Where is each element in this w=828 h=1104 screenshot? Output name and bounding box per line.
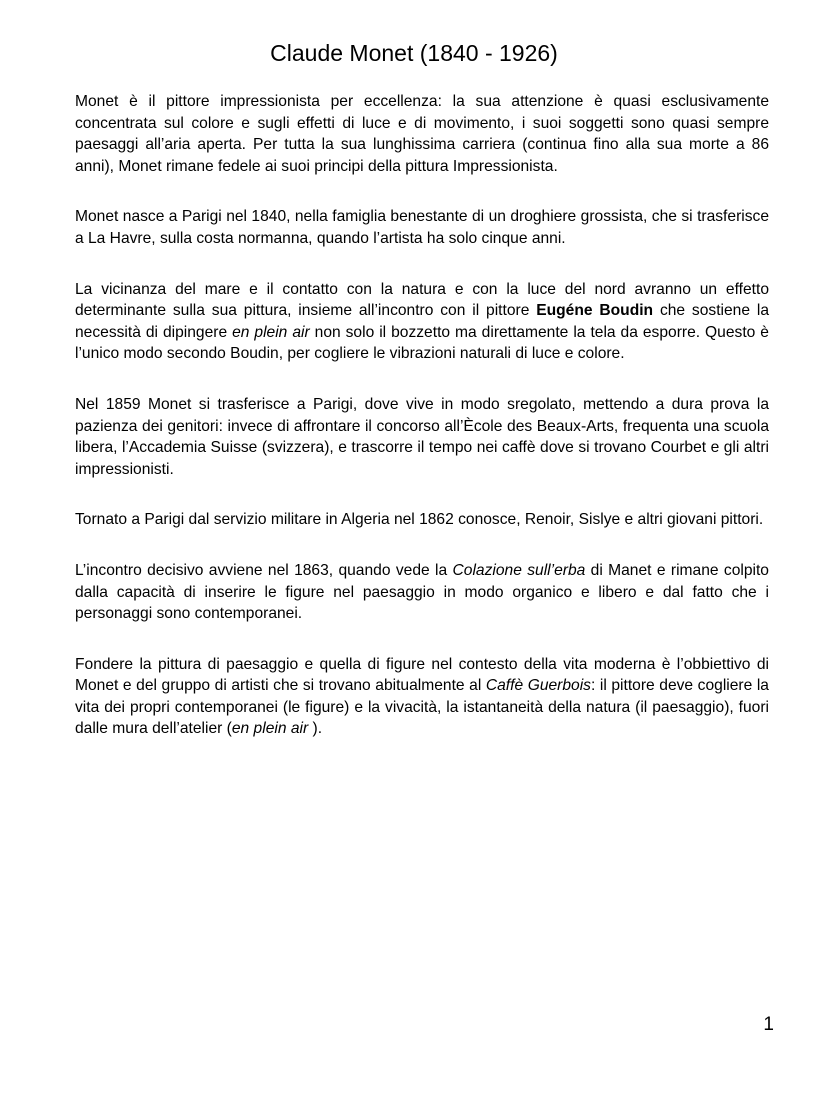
paragraph-guerbois-text-c: : il pittore deve cogliere la vita dei propri contemporanei (le figure) e la vivacità, la istantaneità della natura (il paesaggio), fuori dalle mura dell’atelier ( (75, 677, 769, 738)
paragraph-paris: Nel 1859 Monet si trasferisce a Parigi, dove vive in modo sregolato, mettendo a dura prova la pazienza dei genitori: invece di affrontare il concorso all’Ècole des Beaux-Arts, frequenta una scuola libera, l’Accademia Suisse (svizzera), e trascorre il tempo nei caffè dove si trovano Courbet e gli altri impressionisti. (75, 395, 769, 478)
paragraph-algeria: Tornato a Parigi dal servizio militare in Algeria nel 1862 conosce, Renoir, Sislye e altri giovani pittori. (75, 511, 764, 529)
paragraph-boudin-text-a: La vicinanza del mare e il contatto con la natura e con la luce del nord avranno un effetto determinante sulla sua pittura, insieme all’incontro con il pittore (75, 280, 769, 320)
paragraph-manet (75, 560, 769, 625)
colazione-italic: Colazione sull’erba (452, 561, 586, 579)
paragraph-intro: Monet è il pittore impressionista per eccellenza: la sua attenzione è quasi esclusivamente concentrata sul colore e sugli effetti di luce e di movimento, i suoi soggetti sono quasi sempre paesaggi all’aria aperta. Per tutta la sua lunghissima carriera (continua fino alla sua morte a 86 anni), Monet rimane fedele ai suoi principi della pittura Impressionista. (75, 93, 769, 175)
page-title: Claude Monet (1840 - 1926) (270, 40, 558, 66)
paragraph-manet-text-c: di Manet e rimane colpito dalla capacità di inserire le figure nel paesaggio in modo organico e libero e dal fatto che i personaggi sono contemporanei. (75, 561, 769, 623)
paragraph-birth: Monet nasce a Parigi nel 1840, nella famiglia benestante di un droghiere grossista, che si trasferisce a La Havre, sulla costa normanna, quando l’artista ha solo cinque anni. (75, 208, 769, 247)
caffe-guerbois-italic: Caffè Guerbois (485, 677, 591, 695)
paragraph-guerbois-text-e: ). (308, 720, 323, 738)
paragraph-boudin-text-c: che sostiene la necessità di dipingere (75, 302, 769, 341)
document-body (75, 91, 769, 769)
paragraph-guerbois-text-a: Fondere la pittura di paesaggio e quella di figure nel contesto della vita moderna è l’obbiettivo di Monet e del gruppo di artisti che si trovano abitualmente al (75, 655, 769, 695)
boudin-name-bold: Eugéne Boudin (536, 302, 654, 320)
en-plein-air-italic-2: en plein air (231, 720, 309, 738)
en-plein-air-italic: en plein air (232, 323, 310, 341)
paragraph-manet-text-a: L’incontro decisivo avviene nel 1863, quando vede la (75, 561, 453, 579)
page-number: 1 (763, 1014, 774, 1035)
paragraph-boudin (75, 279, 769, 365)
paragraph-guerbois (75, 654, 769, 740)
paragraph-boudin-text-e: non solo il bozzetto ma direttamente la tela da esporre. Questo è l’unico modo secondo Boudin, per cogliere le vibrazioni naturali di luce e colore. (75, 323, 769, 363)
